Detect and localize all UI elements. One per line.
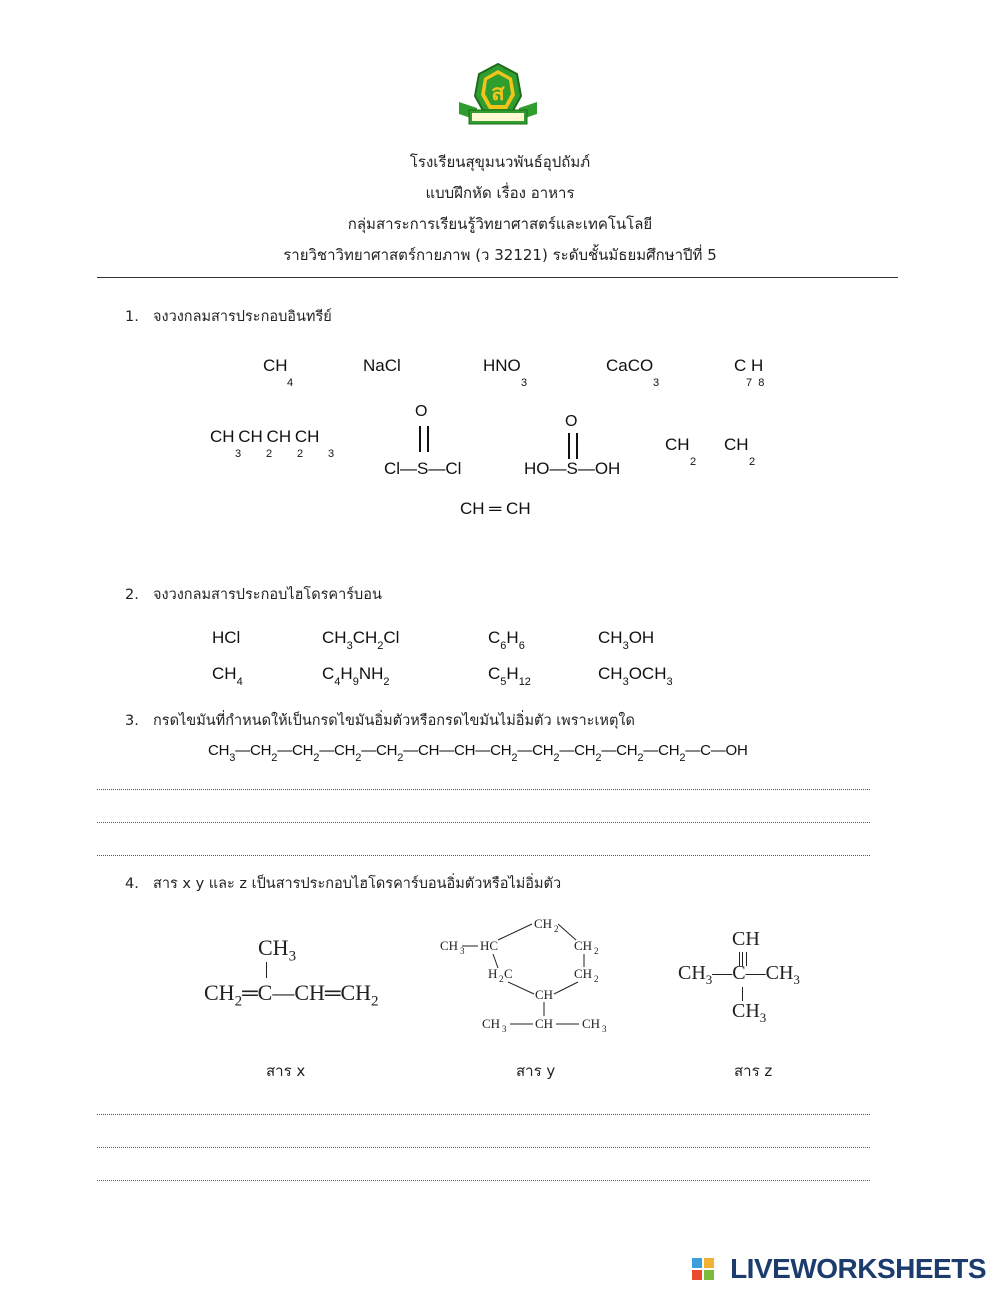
question-number: 4. — [125, 876, 139, 892]
formula-sub: 3 — [235, 448, 242, 460]
question-text: กรดไขมันที่กำหนดให้เป็นกรดไขมันอิ่มตัวหรือกรดไขมันไม่อิ่มตัว เพราะเหตุใด — [153, 713, 635, 729]
liveworksheets-icon — [692, 1258, 714, 1280]
formula-ch3och3[interactable]: $CH_3OCH_3$ — [598, 664, 673, 688]
formula-butane[interactable]: CH CH CH CH — [210, 427, 320, 446]
formula-c5h12[interactable]: $C_5H_{12}$ — [488, 664, 531, 688]
formula-o-label: O — [415, 403, 428, 420]
formula-sub: 2 — [690, 456, 697, 468]
svg-text:CH: CH — [535, 987, 554, 1002]
formula-ch3ch2cl[interactable]: $CH_3CH_2Cl$ — [322, 628, 400, 652]
question-number: 3. — [125, 713, 139, 729]
formula-sub: 2 — [266, 448, 273, 460]
question-3 — [125, 709, 635, 732]
double-bond — [419, 426, 429, 452]
svg-text:CH: CH — [582, 1016, 601, 1031]
formula-o-label: O — [565, 413, 578, 430]
question-number: 2. — [125, 587, 139, 603]
formula-sub: 3 — [521, 377, 528, 389]
answer-line[interactable] — [97, 1180, 870, 1181]
substance-z-ch3: $CH_3$ — [732, 1000, 767, 1025]
formula-hcl[interactable]: HCl — [212, 628, 241, 647]
course-name: รายวิชาวิทยาศาสตร์กายภาพ (ว 32121) ระดับชั้นมัธยมศึกษาปีที่ 5 — [283, 246, 717, 264]
question-2 — [125, 583, 382, 606]
svg-text:CH: CH — [440, 938, 459, 953]
svg-text:C: C — [504, 966, 513, 981]
formula-scl2[interactable]: Cl—S—Cl — [384, 459, 462, 478]
liveworksheets-logo[interactable]: LIVEWORKSHEETS — [730, 1253, 986, 1284]
substance-x-ch3: $CH_3$ — [258, 935, 297, 965]
bond-line — [742, 987, 743, 1001]
question-1 — [125, 305, 332, 328]
svg-text:HC: HC — [480, 938, 499, 953]
svg-text:CH: CH — [534, 916, 553, 931]
substance-y-structure — [438, 912, 618, 1034]
formula-acetylene[interactable]: CH ═ CH — [460, 499, 531, 518]
formula-sub: 3 — [328, 448, 335, 460]
svg-text:CH: CH — [574, 966, 593, 981]
formula-c6h6[interactable]: $C_6H_6$ — [488, 628, 525, 652]
formula-ch2-a[interactable]: CH — [665, 435, 690, 454]
formula-c7h8[interactable]: C H — [734, 356, 764, 375]
svg-text:H: H — [488, 966, 498, 981]
svg-text:CH: CH — [482, 1016, 501, 1031]
answer-line[interactable] — [97, 1114, 870, 1115]
formula-sub: 2 — [297, 448, 304, 460]
question-text: สาร x y และ z เป็นสารประกอบไฮโดรคาร์บอนอิ่มตัวหรือไม่อิ่มตัว — [153, 876, 562, 892]
formula-hno3[interactable]: HNO — [483, 356, 521, 375]
question-4 — [125, 872, 561, 895]
substance-z-label: สาร z — [734, 1062, 773, 1080]
formula-sub: 2 — [749, 456, 756, 468]
formula-text: CH — [263, 356, 288, 375]
double-bond — [568, 433, 578, 459]
substance-x-label: สาร x — [266, 1062, 306, 1080]
svg-text:2: 2 — [594, 946, 599, 956]
svg-text:2: 2 — [554, 924, 559, 934]
substance-x-structure: $CH_2═C—CH═CH_2$ — [204, 980, 379, 1010]
svg-text:3: 3 — [502, 1024, 507, 1034]
department-name: กลุ่มสาระการเรียนรู้วิทยาศาสตร์และเทคโนโลยี — [347, 215, 653, 233]
formula-ch3oh[interactable]: $CH_3OH$ — [598, 628, 655, 652]
formula-ch4[interactable]: $CH_4$ — [212, 664, 243, 688]
header-divider — [97, 277, 898, 278]
fatty-acid-formula: $CH_3—CH_2—CH_2—CH_2—CH_2—CH—CH—CH_2—CH_2—CH_2—CH_2—CH_2—C—OH$ — [208, 742, 748, 764]
question-text: จงวงกลมสารประกอบไฮโดรคาร์บอน — [153, 587, 382, 603]
formula-c4h9nh2[interactable]: $C_4H_9NH_2$ — [322, 664, 390, 688]
formula-h2so3[interactable]: HO—S—OH — [524, 459, 621, 478]
answer-line[interactable] — [97, 822, 870, 823]
svg-text:2: 2 — [594, 974, 599, 984]
svg-text:3: 3 — [602, 1024, 607, 1034]
formula-ch2-b[interactable]: CH — [724, 435, 749, 454]
answer-line[interactable] — [97, 1147, 870, 1148]
substance-y-label: สาร y — [516, 1062, 556, 1080]
bond-line — [266, 962, 267, 978]
svg-text:CH: CH — [535, 1016, 554, 1031]
school-logo — [455, 62, 541, 130]
svg-text:ส: ส — [491, 81, 505, 106]
formula-sub: 7 8 — [746, 377, 765, 389]
formula-caco3[interactable]: CaCO — [606, 356, 654, 375]
substance-z-ch: CH — [732, 928, 760, 950]
question-number: 1. — [125, 309, 139, 325]
svg-text:3: 3 — [460, 946, 465, 956]
substance-z-structure: $CH_3—C—CH_3$ — [678, 962, 800, 987]
svg-text:2: 2 — [499, 974, 504, 984]
question-text: จงวงกลมสารประกอบอินทรีย์ — [153, 309, 332, 325]
school-name: โรงเรียนสุขุมนวพันธ์อุปถัมภ์ — [409, 153, 591, 171]
svg-text:CH: CH — [574, 938, 593, 953]
answer-line[interactable] — [97, 855, 870, 856]
worksheet-title: แบบฝึกหัด เรื่อง อาหาร — [425, 184, 575, 202]
formula-sub: 4 — [287, 377, 294, 389]
answer-line[interactable] — [97, 789, 870, 790]
formula-nacl[interactable]: NaCl — [363, 356, 401, 375]
formula-sub: 3 — [653, 377, 660, 389]
formula-ch4[interactable] — [263, 356, 288, 376]
